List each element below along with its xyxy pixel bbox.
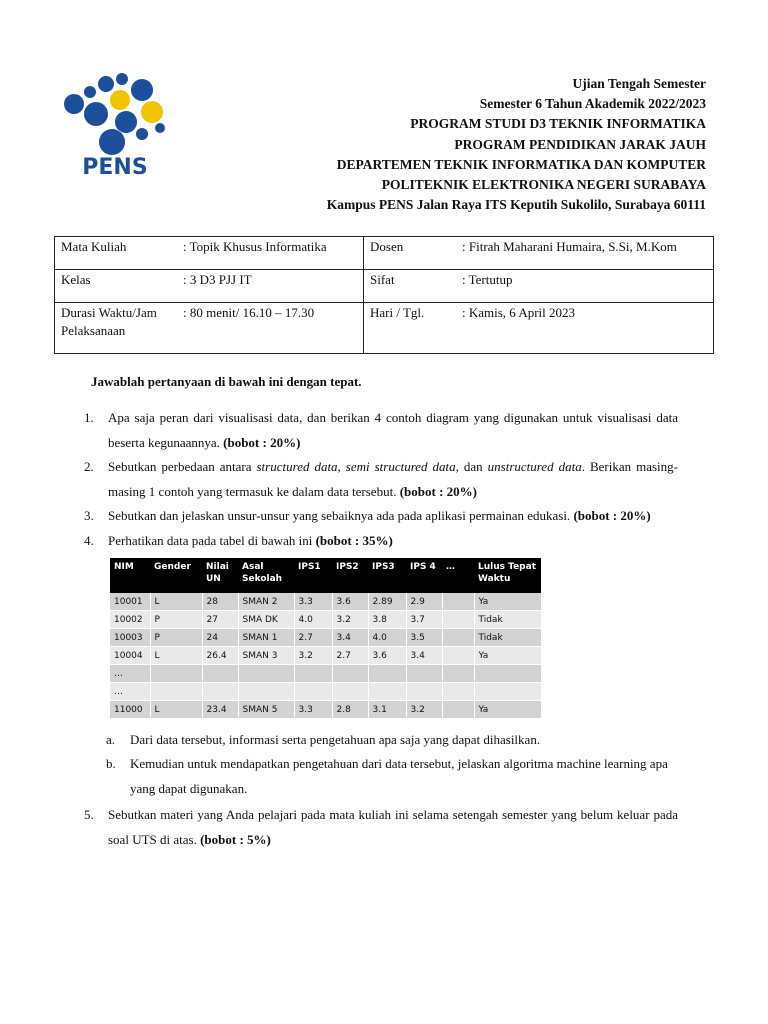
table-cell [150, 665, 202, 683]
table-cell: 2.89 [368, 593, 406, 611]
table-cell [368, 683, 406, 701]
table-cell [202, 665, 238, 683]
table-cell: SMAN 2 [238, 593, 294, 611]
table-cell [474, 683, 541, 701]
table-cell: L [150, 593, 202, 611]
hari-value: : Kamis, 6 April 2023 [456, 303, 714, 354]
table-header-row [110, 558, 541, 593]
column-header: Lulus Tepat Waktu [474, 558, 541, 593]
question-text: Sebutkan materi yang Anda pelajari pada mata kuliah ini selama setengah semester yang belum keluar pada soal UTS di atas. [108, 807, 678, 847]
student-data-table [110, 558, 542, 719]
durasi-value: : 80 menit/ 16.10 – 17.30 [177, 303, 364, 354]
table-cell: Tidak [474, 629, 541, 647]
sub-question-text: Dari data tersebut, informasi serta pengetahuan apa saja yang dapat dihasilkan. [130, 732, 541, 747]
question-4 [84, 529, 678, 554]
table-cell [442, 593, 474, 611]
table-cell [442, 647, 474, 665]
table-cell: Ya [474, 701, 541, 719]
table-row [110, 611, 541, 629]
mata-kuliah-value: : Topik Khusus Informatika [177, 237, 364, 270]
question-text: Apa saja peran dari visualisasi data, dan berikan 4 contoh diagram yang digunakan untuk visualisasi data beserta kegunaannya. [108, 410, 678, 450]
table-cell [294, 665, 332, 683]
table-cell: 10004 [110, 647, 150, 665]
question-weight: (bobot : 20%) [223, 434, 301, 450]
table-cell [442, 665, 474, 683]
sifat-label: Sifat [364, 270, 457, 303]
table-cell: 3.4 [332, 629, 368, 647]
instruction: Jawablah pertanyaan di bawah ini dengan tepat. [91, 374, 362, 389]
table-cell: 3.4 [406, 647, 442, 665]
table-cell [406, 683, 442, 701]
table-cell: 10003 [110, 629, 150, 647]
question-weight: (bobot : 35%) [315, 533, 393, 548]
table-cell [442, 701, 474, 719]
table-body [110, 593, 541, 719]
sifat-value: : Tertutup [456, 270, 714, 303]
exam-info-table [54, 236, 714, 354]
table-cell: Ya [474, 593, 541, 611]
table-row [110, 665, 541, 683]
table-cell: Tidak [474, 611, 541, 629]
column-header: Asal Sekolah [238, 558, 294, 593]
mata-kuliah-label: Mata Kuliah [55, 237, 178, 270]
sub-question-number: a. [106, 732, 116, 747]
table-cell: 2.9 [406, 593, 442, 611]
question-text: Sebutkan perbedaan antara [108, 459, 252, 474]
table-cell: 28 [202, 593, 238, 611]
table-row [110, 701, 541, 719]
table-cell: 2.8 [332, 701, 368, 719]
kelas-value: : 3 D3 PJJ IT [177, 270, 364, 303]
table-cell: SMAN 5 [238, 701, 294, 719]
table-cell [332, 683, 368, 701]
question-term: unstructured data [487, 459, 582, 474]
table-cell: SMAN 3 [238, 647, 294, 665]
table-cell [442, 683, 474, 701]
question-5 [84, 803, 678, 852]
table-cell [368, 665, 406, 683]
table-cell: … [110, 683, 150, 701]
table-cell [238, 683, 294, 701]
logo-text: PENS [82, 155, 148, 180]
table-cell: 3.2 [332, 611, 368, 629]
table-cell: 23.4 [202, 701, 238, 719]
table-cell: L [150, 647, 202, 665]
header-line: Kampus PENS Jalan Raya ITS Keputih Sukolilo, Surabaya 60111 [326, 197, 706, 213]
table-cell: 24 [202, 629, 238, 647]
column-header: … [442, 558, 474, 593]
pens-logo [60, 70, 170, 180]
kelas-label: Kelas [55, 270, 178, 303]
table-cell: Ya [474, 647, 541, 665]
question-4b [106, 752, 678, 801]
table-cell [294, 683, 332, 701]
question-text: . Berikan masing-masing 1 contoh yang termasuk ke dalam data tersebut. [108, 459, 678, 499]
table-cell: 26.4 [202, 647, 238, 665]
table-row [110, 647, 541, 665]
table-cell [332, 665, 368, 683]
column-header: IPS1 [294, 558, 332, 593]
question-weight: (bobot : 5%) [200, 831, 271, 847]
question-text: , dan [455, 459, 483, 474]
column-header: NIM [110, 558, 150, 593]
durasi-label-line-1: Durasi Waktu/Jam [61, 305, 157, 320]
table-cell: 3.7 [406, 611, 442, 629]
column-header: IPS2 [332, 558, 368, 593]
table-cell: 3.1 [368, 701, 406, 719]
question-number: 5. [84, 807, 94, 822]
question-weight: (bobot : 20%) [573, 508, 651, 523]
table-cell: 3.5 [406, 629, 442, 647]
header-block [186, 74, 706, 215]
question-text: Sebutkan dan jelaskan unsur-unsur yang sebaiknya ada pada aplikasi permainan edukasi. [108, 508, 571, 523]
table-cell: 3.3 [294, 593, 332, 611]
column-header: IPS 4 [406, 558, 442, 593]
question-2 [84, 455, 678, 504]
table-row [110, 593, 541, 611]
sub-question-text: Kemudian untuk mendapatkan pengetahuan dari data tersebut, jelaskan algoritma machine learning apa yang dapat digunakan. [130, 756, 668, 796]
table-cell [150, 683, 202, 701]
table-cell: 10001 [110, 593, 150, 611]
column-header: IPS3 [368, 558, 406, 593]
header-line: PROGRAM PENDIDIKAN JARAK JAUH [454, 136, 706, 152]
question-1 [84, 406, 678, 455]
sub-question-number: b. [106, 756, 116, 771]
table-cell: 11000 [110, 701, 150, 719]
question-3 [84, 504, 678, 529]
table-cell: 3.6 [368, 647, 406, 665]
table-cell: 3.6 [332, 593, 368, 611]
question-term: structured data, semi structured data [256, 459, 456, 474]
table-cell: 10002 [110, 611, 150, 629]
header-line: POLITEKNIK ELEKTRONIKA NEGERI SURABAYA [381, 177, 706, 193]
question-number: 4. [84, 533, 94, 548]
table-cell [406, 665, 442, 683]
question-weight: (bobot : 20%) [399, 483, 477, 499]
durasi-label-line-2: Pelaksanaan [61, 323, 126, 338]
question-text: Perhatikan data pada tabel di bawah ini [108, 533, 313, 548]
table-row [110, 683, 541, 701]
question-4a [106, 728, 678, 753]
column-header: Nilai UN [202, 558, 238, 593]
dosen-value: : Fitrah Maharani Humaira, S.Si, M.Kom [456, 237, 714, 270]
column-header: Gender [150, 558, 202, 593]
table-row [110, 629, 541, 647]
hari-label: Hari / Tgl. [364, 303, 457, 354]
header-line: Ujian Tengah Semester [572, 76, 706, 91]
table-cell: … [110, 665, 150, 683]
dosen-label: Dosen [364, 237, 457, 270]
table-cell: 3.3 [294, 701, 332, 719]
header-line: PROGRAM STUDI D3 TEKNIK INFORMATIKA [410, 116, 706, 132]
table-cell: P [150, 629, 202, 647]
table-cell: 3.2 [294, 647, 332, 665]
table-cell: P [150, 611, 202, 629]
header-line: Semester 6 Tahun Akademik 2022/2023 [479, 96, 706, 112]
table-cell [474, 665, 541, 683]
table-cell: L [150, 701, 202, 719]
table-cell [202, 683, 238, 701]
table-cell: 3.2 [406, 701, 442, 719]
table-cell [238, 665, 294, 683]
table-cell: SMAN 1 [238, 629, 294, 647]
table-cell: 4.0 [294, 611, 332, 629]
table-cell: SMA DK [238, 611, 294, 629]
table-cell [442, 611, 474, 629]
table-cell: 4.0 [368, 629, 406, 647]
question-number: 2. [84, 459, 94, 474]
durasi-label [55, 303, 178, 354]
header-line: DEPARTEMEN TEKNIK INFORMATIKA DAN KOMPUTER [336, 156, 706, 172]
table-cell: 2.7 [332, 647, 368, 665]
question-number: 1. [84, 410, 94, 425]
question-number: 3. [84, 508, 94, 523]
table-cell: 3.8 [368, 611, 406, 629]
table-cell: 2.7 [294, 629, 332, 647]
table-cell [442, 629, 474, 647]
table-cell: 27 [202, 611, 238, 629]
